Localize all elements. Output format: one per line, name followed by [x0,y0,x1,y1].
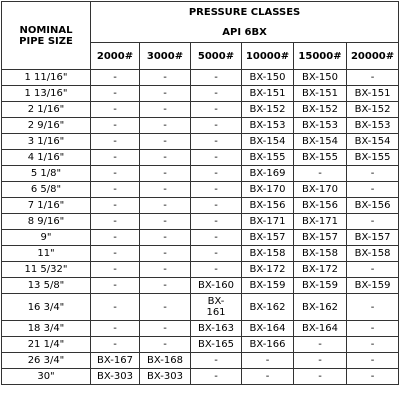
ring-number-cell: - [140,118,191,134]
ring-number-cell: BX-156 [347,198,399,214]
ring-number-cell: BX-152 [242,102,294,118]
ring-number-cell: - [294,353,347,369]
ring-number-cell: BX-303 [91,369,140,385]
ring-number-cell: - [91,182,140,198]
ring-number-cell: - [347,294,399,321]
ring-number-cell: BX-150 [294,70,347,86]
ring-number-cell: BX-153 [294,118,347,134]
ring-number-cell: BX-170 [294,182,347,198]
ring-number-cell: - [91,134,140,150]
ring-number-cell: BX-155 [347,150,399,166]
ring-number-cell: - [91,262,140,278]
ring-number-cell: BX-157 [347,230,399,246]
ring-number-cell: - [140,198,191,214]
table-row [2,102,399,118]
pipe-size-cell: 26 3/4" [2,353,91,369]
ring-number-cell: BX-163 [191,321,242,337]
table-row [2,369,399,385]
ring-number-cell: BX-155 [242,150,294,166]
ring-number-cell: BX-167 [91,353,140,369]
table-row [2,353,399,369]
ring-number-cell: BX-158 [242,246,294,262]
ring-number-cell: BX-159 [294,278,347,294]
ring-number-cell: - [191,134,242,150]
ring-number-cell: - [140,246,191,262]
ring-number-cell: - [140,230,191,246]
ring-number-cell: BX-160 [191,278,242,294]
ring-number-cell: - [347,182,399,198]
ring-number-cell: BX-162 [242,294,294,321]
ring-number-cell: BX-151 [242,86,294,102]
pipe-size-cell: 11" [2,246,91,262]
ring-number-cell: BX-156 [242,198,294,214]
ring-number-cell: BX-171 [242,214,294,230]
ring-number-cell: - [140,102,191,118]
table-row [2,150,399,166]
ring-number-cell: BX-158 [294,246,347,262]
table-row [2,134,399,150]
ring-number-cell: - [191,369,242,385]
column-header-15000: 15000# [294,43,347,70]
ring-number-cell: - [91,246,140,262]
ring-number-cell: - [140,278,191,294]
ring-number-cell: - [140,214,191,230]
table-row [2,86,399,102]
ring-number-cell: - [140,86,191,102]
ring-number-cell: BX-157 [294,230,347,246]
ring-number-cell: BX-152 [347,102,399,118]
nominal-pipe-size-header [2,2,91,70]
ring-number-cell: - [242,353,294,369]
ring-number-cell: - [294,369,347,385]
column-header-20000: 20000# [347,43,399,70]
table-row [2,214,399,230]
ring-number-cell: - [140,134,191,150]
ring-number-cell: - [191,118,242,134]
pipe-size-cell: 8 9/16" [2,214,91,230]
pipe-size-cell: 1 11/16" [2,70,91,86]
ring-number-cell: - [191,150,242,166]
ring-number-cell: - [347,369,399,385]
ring-number-cell: - [91,166,140,182]
ring-number-cell: - [191,102,242,118]
ring-number-cell: - [91,86,140,102]
ring-number-cell: - [91,337,140,353]
ring-number-cell: - [140,166,191,182]
ring-number-cell: - [140,150,191,166]
ring-number-cell: - [140,262,191,278]
ring-number-cell: - [140,321,191,337]
pipe-size-cell: 13 5/8" [2,278,91,294]
ring-number-cell: - [191,262,242,278]
ring-number-cell: - [191,214,242,230]
column-header-3000: 3000# [140,43,191,70]
table-row [2,70,399,86]
ring-number-cell: - [140,70,191,86]
pipe-size-cell: 16 3/4" [2,294,91,321]
ring-number-cell: - [91,70,140,86]
ring-number-cell: BX-159 [242,278,294,294]
ring-number-cell: - [294,337,347,353]
table-row [2,198,399,214]
ring-number-cell: - [191,166,242,182]
pipe-size-cell: 11 5/32" [2,262,91,278]
column-header-10000: 10000# [242,43,294,70]
ring-number-cell: BX-162 [294,294,347,321]
ring-number-cell: - [191,230,242,246]
ring-number-cell: - [294,166,347,182]
ring-number-cell: BX-153 [347,118,399,134]
pipe-size-cell: 3 1/16" [2,134,91,150]
pipe-size-cell: 7 1/16" [2,198,91,214]
ring-number-cell: BX-154 [347,134,399,150]
table-row [2,321,399,337]
ring-number-cell: - [347,166,399,182]
ring-number-cell: BX-303 [140,369,191,385]
ring-number-cell: BX-151 [347,86,399,102]
ring-number-cell: - [191,182,242,198]
ring-number-cell: BX- 161 [191,294,242,321]
ring-number-cell: - [140,337,191,353]
ring-number-cell: - [91,118,140,134]
ring-number-cell: - [347,337,399,353]
ring-number-cell: BX-164 [294,321,347,337]
ring-number-cell: - [191,246,242,262]
ring-number-cell: BX-164 [242,321,294,337]
pipe-size-label: PIPE SIZE [19,35,73,47]
ring-number-cell: BX-154 [294,134,347,150]
column-header-2000: 2000# [91,43,140,70]
ring-number-cell: - [91,102,140,118]
ring-number-cell: - [347,214,399,230]
ring-number-cell: BX-170 [242,182,294,198]
pipe-size-cell: 30" [2,369,91,385]
pipe-size-cell: 21 1/4" [2,337,91,353]
pipe-size-cell: 4 1/16" [2,150,91,166]
ring-number-cell: BX-152 [294,102,347,118]
ring-number-cell: - [91,294,140,321]
ring-number-cell: BX-150 [242,70,294,86]
ring-number-cell: - [191,198,242,214]
pipe-size-cell: 1 13/16" [2,86,91,102]
table-row [2,166,399,182]
ring-number-cell: BX-151 [294,86,347,102]
ring-number-cell: - [347,321,399,337]
pipe-size-cell: 5 1/8" [2,166,91,182]
ring-number-cell: BX-155 [294,150,347,166]
ring-number-cell: BX-165 [191,337,242,353]
ring-number-cell: - [140,294,191,321]
ring-gasket-table [1,1,399,385]
pipe-size-cell: 9" [2,230,91,246]
ring-number-cell: - [347,353,399,369]
ring-number-cell: BX-172 [294,262,347,278]
ring-number-cell: BX-159 [347,278,399,294]
ring-number-cell: BX-157 [242,230,294,246]
ring-number-cell: - [347,70,399,86]
ring-number-cell: BX-169 [242,166,294,182]
ring-number-cell: - [91,278,140,294]
ring-number-cell: - [242,369,294,385]
ring-number-cell: - [91,214,140,230]
column-header-5000: 5000# [191,43,242,70]
ring-number-cell: BX-172 [242,262,294,278]
ring-number-cell: BX-156 [294,198,347,214]
table-row [2,294,399,321]
ring-number-cell: - [140,182,191,198]
pipe-size-cell: 18 3/4" [2,321,91,337]
ring-number-cell: - [91,198,140,214]
ring-number-cell: BX-158 [347,246,399,262]
api-spec-header: API 6BX [91,23,399,43]
pipe-size-cell: 2 1/16" [2,102,91,118]
pipe-size-cell: 6 5/8" [2,182,91,198]
table-row [2,246,399,262]
pipe-size-cell: 2 9/16" [2,118,91,134]
table-row [2,230,399,246]
table-row [2,182,399,198]
table-row [2,278,399,294]
ring-number-cell: BX-168 [140,353,191,369]
ring-number-cell: - [191,70,242,86]
nominal-label: NOMINAL [19,24,73,36]
table-row [2,337,399,353]
ring-number-cell: - [91,230,140,246]
ring-number-cell: - [191,86,242,102]
ring-number-cell: - [91,150,140,166]
table-row [2,262,399,278]
table-body [2,70,399,385]
ring-number-cell: BX-171 [294,214,347,230]
ring-number-cell: BX-166 [242,337,294,353]
ring-number-cell: - [191,353,242,369]
ring-number-cell: BX-153 [242,118,294,134]
table-row [2,118,399,134]
ring-number-cell: - [347,262,399,278]
pressure-classes-header: PRESSURE CLASSES [91,2,399,23]
ring-number-cell: BX-154 [242,134,294,150]
ring-number-cell: - [91,321,140,337]
